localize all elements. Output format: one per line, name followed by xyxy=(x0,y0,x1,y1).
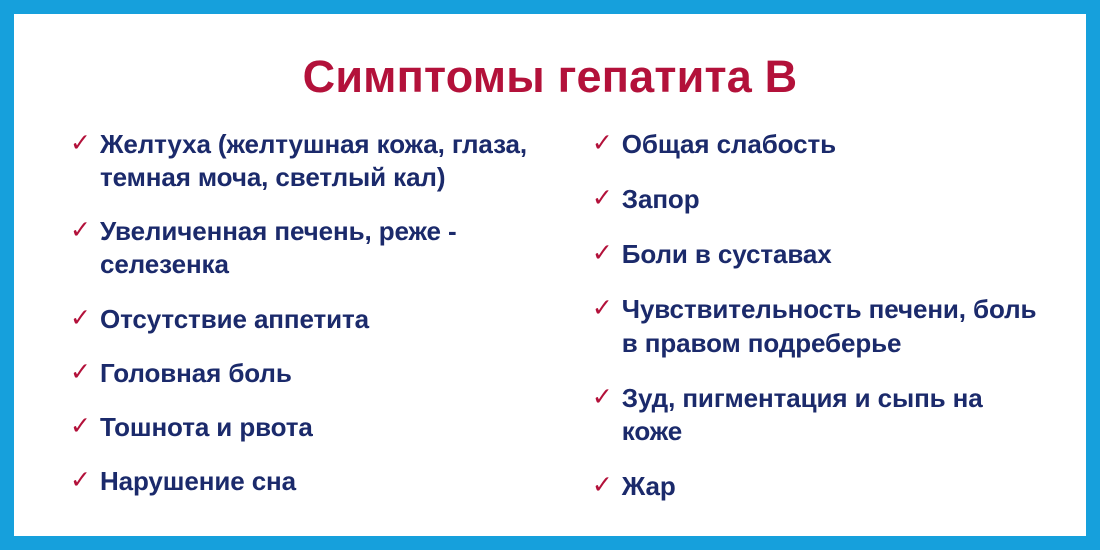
list-item xyxy=(592,128,1046,161)
list-item xyxy=(592,470,1046,503)
check-mark-icon: ✓ xyxy=(591,183,613,212)
symptom-text: Зуд, пигментация и сыпь на коже xyxy=(621,382,983,447)
symptom-text: Головная боль xyxy=(99,357,292,388)
page-title: Симптомы гепатита B xyxy=(302,51,798,102)
list-item xyxy=(592,293,1046,360)
check-mark-icon: ✓ xyxy=(70,128,91,157)
check-mark-icon: ✓ xyxy=(591,382,613,411)
list-item xyxy=(592,382,1046,449)
list-item xyxy=(70,128,540,195)
symptom-text: Отсутствие аппетита xyxy=(99,303,370,334)
symptom-text: Общая слабость xyxy=(621,128,836,159)
symptom-column-right xyxy=(560,128,1046,526)
list-item xyxy=(592,238,1046,271)
check-mark-icon: ✓ xyxy=(70,466,91,495)
check-mark-icon: ✓ xyxy=(70,412,91,441)
check-mark-icon: ✓ xyxy=(591,128,613,157)
check-mark-icon: ✓ xyxy=(70,357,91,386)
check-mark-icon: ✓ xyxy=(591,239,613,268)
symptom-text: Увеличенная печень, реже - селезенка xyxy=(99,216,457,280)
symptom-text: Чувствительность печени, боль в правом подреберье xyxy=(621,294,1037,358)
check-mark-icon: ✓ xyxy=(591,471,613,500)
symptom-text: Желтуха (желтушная кожа, глаза, темная моча, светлый кал) xyxy=(99,128,528,192)
list-item xyxy=(70,303,540,336)
symptom-text: Жар xyxy=(621,471,676,502)
list-item xyxy=(70,215,540,282)
list-item xyxy=(70,411,540,444)
symptom-text: Тошнота и рвота xyxy=(99,412,313,443)
symptom-columns xyxy=(54,128,1046,526)
check-mark-icon: ✓ xyxy=(591,294,613,323)
list-item xyxy=(70,465,540,498)
symptom-column-left xyxy=(54,128,540,526)
check-mark-icon: ✓ xyxy=(70,216,91,245)
list-item xyxy=(592,183,1046,216)
list-item xyxy=(70,357,540,390)
symptom-text: Боли в суставах xyxy=(621,239,832,270)
poster-content xyxy=(14,14,1086,536)
check-mark-icon: ✓ xyxy=(70,303,91,332)
symptom-text: Запор xyxy=(621,183,700,214)
symptom-text: Нарушение сна xyxy=(99,466,297,497)
